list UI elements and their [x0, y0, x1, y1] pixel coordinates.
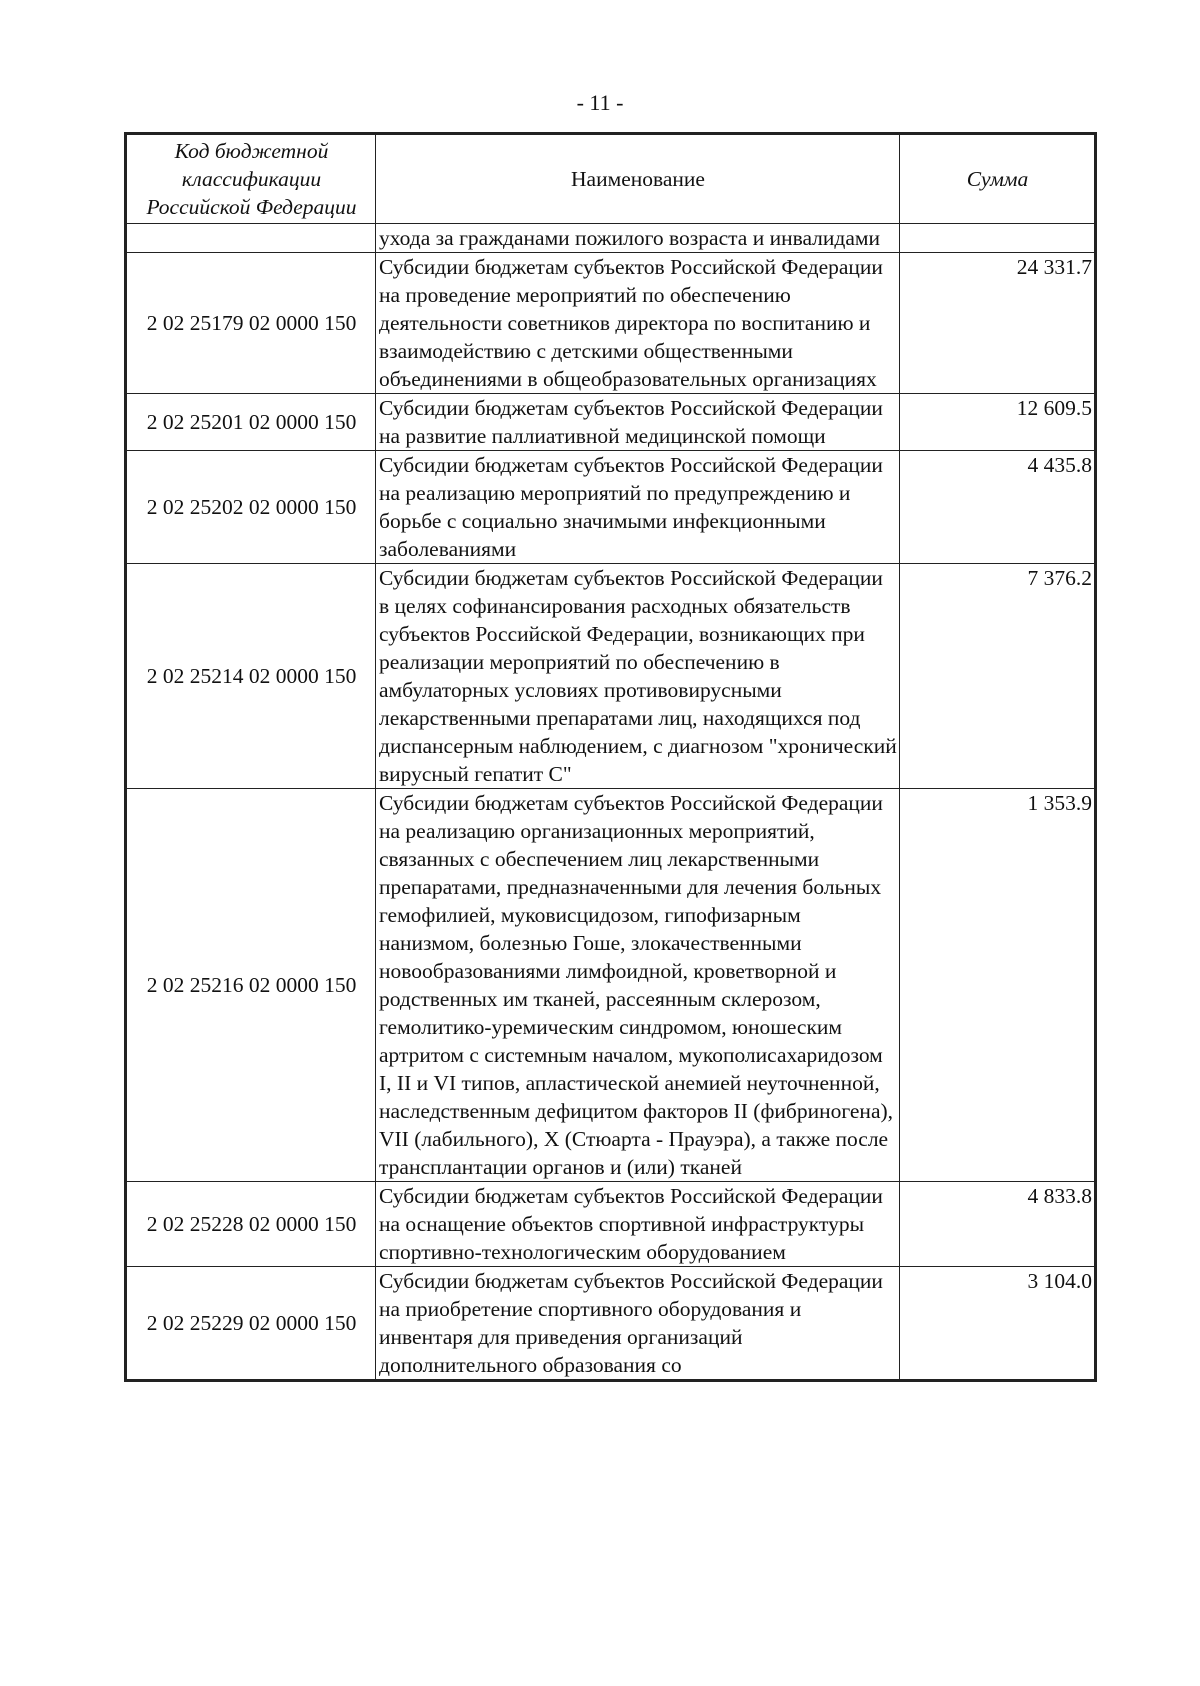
row-name: Субсидии бюджетам субъектов Российской Федерации на проведение мероприятий по обеспечению деятельности советников директора по воспитанию и взаимодействию с детскими общественными объединениями в общеобразовательных организациях [376, 253, 900, 394]
table-row [126, 564, 1096, 789]
budget-table [124, 132, 1097, 1382]
row-name: Субсидии бюджетам субъектов Российской Федерации на реализацию организационных мероприятий, связанных с обеспечением лиц лекарственными препаратами, предназначенными для лечения больных гемофилией, муковисцидозом, гипофизарным нанизмом, болезнью Гоше, злокачественными новообразованиями лимфоидной, кроветворной и родственных им тканей, рассеянным склерозом, гемолитико-уремическим синдромом, юношеским артритом с системным началом, мукополисахаридозом I, II и VI типов, апластической анемией неуточненной, наследственным дефицитом факторов II (фибриногена), VII (лабильного), X (Стюарта - Прауэра), а также после трансплантации органов и (или) тканей [376, 789, 900, 1182]
row-name: Субсидии бюджетам субъектов Российской Федерации на приобретение спортивного оборудования и инвентаря для приведения организаций дополнительного образования со [376, 1267, 900, 1381]
table-row [126, 253, 1096, 394]
row-name: Субсидии бюджетам субъектов Российской Федерации на реализацию мероприятий по предупреждению и борьбе с социально значимыми инфекционными заболеваниями [376, 451, 900, 564]
row-sum: 1 353.9 [900, 789, 1096, 1182]
row-code: 2 02 25229 02 0000 150 [126, 1267, 376, 1381]
row-code: 2 02 25202 02 0000 150 [126, 451, 376, 564]
row-sum: 12 609.5 [900, 394, 1096, 451]
row-code: 2 02 25214 02 0000 150 [126, 564, 376, 789]
table-row [126, 451, 1096, 564]
row-sum: 3 104.0 [900, 1267, 1096, 1381]
row-sum: 24 331.7 [900, 253, 1096, 394]
row-sum: 7 376.2 [900, 564, 1096, 789]
row-code: 2 02 25228 02 0000 150 [126, 1182, 376, 1267]
row-name: Субсидии бюджетам субъектов Российской Федерации в целях софинансирования расходных обязательств субъектов Российской Федерации, возникающих при реализации мероприятий по обеспечению в амбулаторных условиях противовирусными лекарственными препаратами лиц, находящихся под диспансерным наблюдением, с диагнозом "хронический вирусный гепатит С" [376, 564, 900, 789]
page-number: - 11 - [576, 90, 624, 115]
table-body [126, 224, 1096, 1381]
header-code: Код бюджетной классификации Российской Федерации [126, 134, 376, 224]
header-sum: Сумма [900, 134, 1096, 224]
row-code [126, 224, 376, 253]
table-row [126, 1182, 1096, 1267]
table-row [126, 789, 1096, 1182]
row-name: ухода за гражданами пожилого возраста и инвалидами [376, 224, 900, 253]
row-sum [900, 224, 1096, 253]
row-name: Субсидии бюджетам субъектов Российской Федерации на развитие паллиативной медицинской помощи [376, 394, 900, 451]
table-row [126, 394, 1096, 451]
table-row [126, 224, 1096, 253]
table-header [126, 134, 1096, 224]
table-row [126, 1267, 1096, 1381]
row-code: 2 02 25179 02 0000 150 [126, 253, 376, 394]
row-sum: 4 435.8 [900, 451, 1096, 564]
row-name: Субсидии бюджетам субъектов Российской Федерации на оснащение объектов спортивной инфраструктуры спортивно-технологическим оборудованием [376, 1182, 900, 1267]
row-sum: 4 833.8 [900, 1182, 1096, 1267]
row-code: 2 02 25216 02 0000 150 [126, 789, 376, 1182]
row-code: 2 02 25201 02 0000 150 [126, 394, 376, 451]
header-name: Наименование [376, 134, 900, 224]
